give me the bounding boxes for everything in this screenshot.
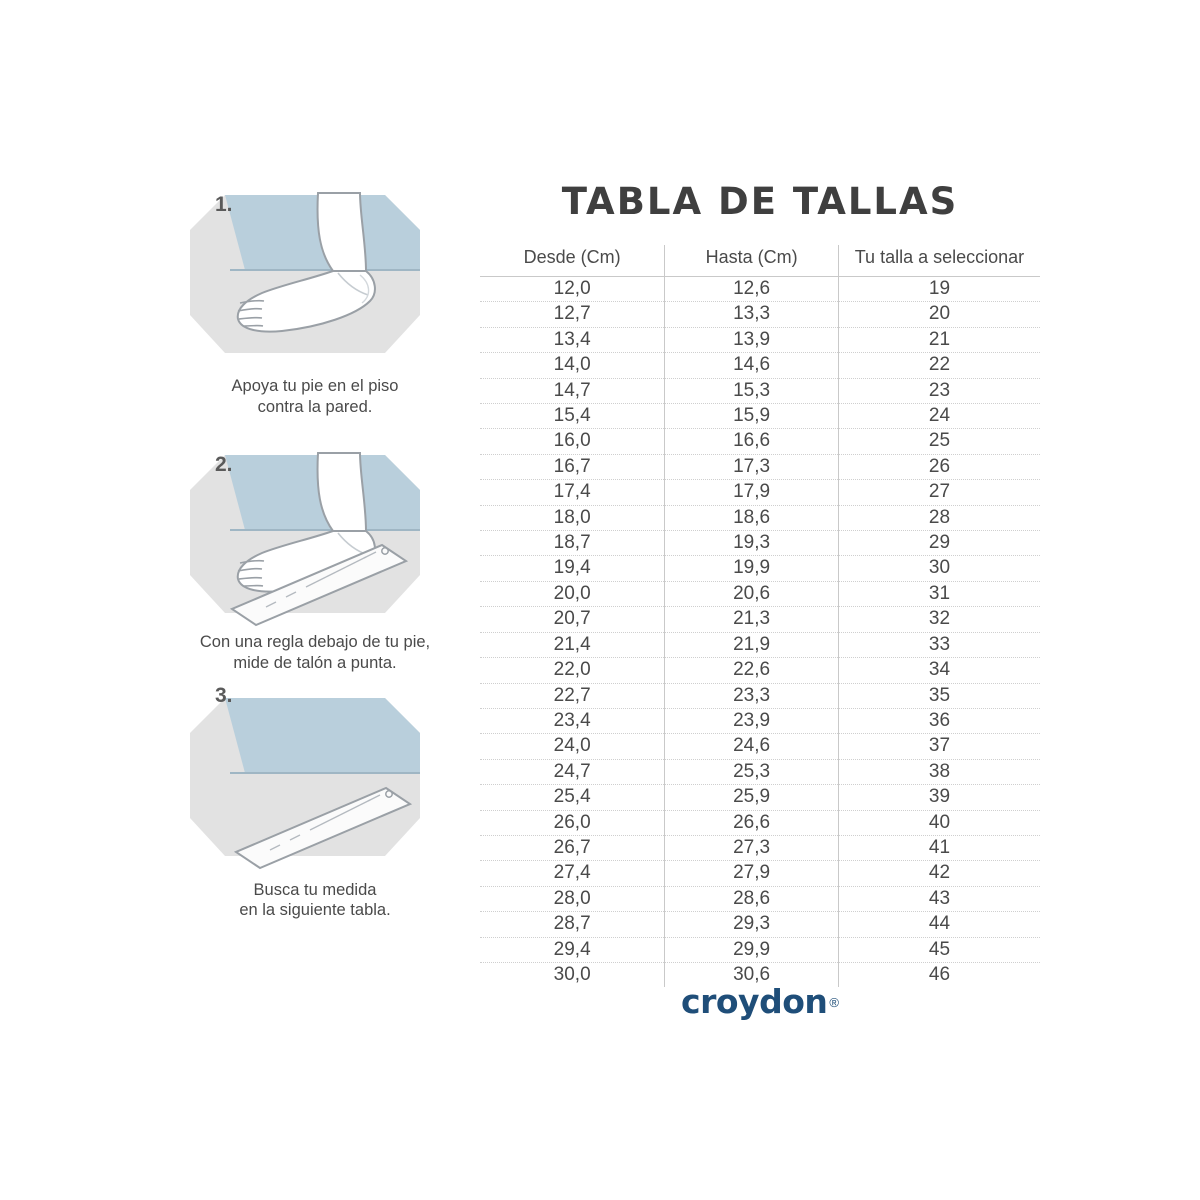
table-row — [480, 632, 1040, 657]
brand-name: croydon — [681, 982, 828, 1021]
cell-hasta: 13,9 — [665, 327, 839, 352]
cell-desde: 16,0 — [480, 429, 665, 454]
table-row — [480, 861, 1040, 886]
cell-talla: 32 — [838, 607, 1040, 632]
table-row — [480, 581, 1040, 606]
cell-hasta: 16,6 — [665, 429, 839, 454]
cell-desde: 28,0 — [480, 886, 665, 911]
cell-hasta: 27,9 — [665, 861, 839, 886]
table-row — [480, 912, 1040, 937]
size-table — [480, 245, 1040, 987]
step-3-caption-line2: en la siguiente tabla. — [239, 901, 391, 920]
table-row — [480, 378, 1040, 403]
page-title: TABLA DE TALLAS — [561, 180, 959, 223]
cell-talla: 43 — [838, 886, 1040, 911]
table-row — [480, 734, 1040, 759]
cell-desde: 14,0 — [480, 353, 665, 378]
cell-desde: 19,4 — [480, 556, 665, 581]
cell-talla: 24 — [838, 404, 1040, 429]
table-row — [480, 505, 1040, 530]
cell-hasta: 29,9 — [665, 937, 839, 962]
cell-desde: 30,0 — [480, 962, 665, 987]
cell-hasta: 29,3 — [665, 912, 839, 937]
cell-hasta: 28,6 — [665, 886, 839, 911]
cell-desde: 26,0 — [480, 810, 665, 835]
table-row — [480, 937, 1040, 962]
cell-talla: 22 — [838, 353, 1040, 378]
step-2-number: 2. — [215, 453, 233, 477]
table-row — [480, 480, 1040, 505]
cell-talla: 26 — [838, 454, 1040, 479]
step-1-caption — [170, 376, 460, 417]
cell-hasta: 15,9 — [665, 404, 839, 429]
instruction-step-2 — [170, 435, 460, 673]
cell-desde: 24,0 — [480, 734, 665, 759]
instructions-column — [170, 175, 460, 927]
step-2-caption-line2: mide de talón a punta. — [233, 653, 397, 672]
cell-hasta: 19,9 — [665, 556, 839, 581]
cell-talla: 37 — [838, 734, 1040, 759]
brand-logo — [480, 982, 1040, 1021]
cell-desde: 13,4 — [480, 327, 665, 352]
cell-talla: 25 — [838, 429, 1040, 454]
cell-desde: 22,0 — [480, 658, 665, 683]
table-row — [480, 302, 1040, 327]
cell-talla: 21 — [838, 327, 1040, 352]
cell-talla: 27 — [838, 480, 1040, 505]
cell-talla: 29 — [838, 531, 1040, 556]
table-row — [480, 708, 1040, 733]
cell-hasta: 26,6 — [665, 810, 839, 835]
cell-hasta: 13,3 — [665, 302, 839, 327]
instruction-step-1 — [170, 175, 460, 417]
table-row — [480, 327, 1040, 352]
table-row — [480, 759, 1040, 784]
cell-desde: 17,4 — [480, 480, 665, 505]
cell-desde: 21,4 — [480, 632, 665, 657]
cell-desde: 26,7 — [480, 835, 665, 860]
cell-desde: 18,0 — [480, 505, 665, 530]
table-row — [480, 683, 1040, 708]
table-row — [480, 277, 1040, 302]
cell-talla: 42 — [838, 861, 1040, 886]
instruction-step-3 — [170, 683, 460, 921]
size-table-body — [480, 277, 1040, 988]
step-1-caption-line1: Apoya tu pie en el piso — [231, 377, 399, 395]
step-3-caption-line1: Busca tu medida — [253, 880, 377, 899]
cell-talla: 45 — [838, 937, 1040, 962]
cell-hasta: 18,6 — [665, 505, 839, 530]
cell-talla: 38 — [838, 759, 1040, 784]
table-row — [480, 607, 1040, 632]
cell-talla: 44 — [838, 912, 1040, 937]
cell-hasta: 12,6 — [665, 277, 839, 302]
cell-desde: 22,7 — [480, 683, 665, 708]
cell-desde: 24,7 — [480, 759, 665, 784]
cell-hasta: 15,3 — [665, 378, 839, 403]
cell-hasta: 24,6 — [665, 734, 839, 759]
column-header-desde: Desde (Cm) — [480, 245, 665, 277]
cell-talla: 30 — [838, 556, 1040, 581]
cell-hasta: 27,3 — [665, 835, 839, 860]
cell-hasta: 23,3 — [665, 683, 839, 708]
step-2-caption-line1: Con una regla debajo de tu pie, — [199, 633, 431, 652]
cell-desde: 14,7 — [480, 378, 665, 403]
cell-talla: 28 — [838, 505, 1040, 530]
cell-desde: 28,7 — [480, 912, 665, 937]
cell-hasta: 22,6 — [665, 658, 839, 683]
cell-desde: 27,4 — [480, 861, 665, 886]
cell-desde: 20,0 — [480, 581, 665, 606]
cell-talla: 46 — [928, 963, 951, 985]
size-table-section — [480, 180, 1040, 987]
table-row — [480, 429, 1040, 454]
table-row — [480, 556, 1040, 581]
cell-hasta: 17,9 — [665, 480, 839, 505]
table-row — [480, 531, 1040, 556]
table-row — [480, 835, 1040, 860]
cell-talla: 36 — [838, 708, 1040, 733]
column-header-talla: Tu talla a seleccionar — [838, 245, 1040, 277]
table-row — [480, 353, 1040, 378]
step-3-number: 3. — [215, 683, 233, 707]
cell-hasta: 20,6 — [665, 581, 839, 606]
ruler-only-illustration — [170, 688, 460, 888]
cell-desde: 20,7 — [480, 607, 665, 632]
table-row — [480, 886, 1040, 911]
cell-hasta: 17,3 — [665, 454, 839, 479]
foot-against-wall-illustration — [170, 175, 460, 370]
cell-talla: 41 — [838, 835, 1040, 860]
cell-desde: 29,4 — [480, 937, 665, 962]
cell-talla: 23 — [838, 378, 1040, 403]
cell-hasta: 25,9 — [665, 785, 839, 810]
cell-hasta: 19,3 — [665, 531, 839, 556]
cell-desde: 12,0 — [480, 277, 665, 302]
column-header-hasta: Hasta (Cm) — [665, 245, 839, 277]
cell-talla: 33 — [838, 632, 1040, 657]
cell-desde: 15,4 — [480, 404, 665, 429]
foot-with-ruler-illustration — [170, 435, 460, 630]
cell-desde: 16,7 — [480, 454, 665, 479]
cell-talla: 19 — [838, 277, 1040, 302]
cell-hasta: 30,6 — [665, 962, 839, 987]
registered-mark: ® — [829, 994, 839, 1010]
cell-desde: 18,7 — [480, 531, 665, 556]
table-row — [480, 454, 1040, 479]
cell-talla: 31 — [838, 581, 1040, 606]
cell-desde: 23,4 — [480, 708, 665, 733]
cell-desde: 12,7 — [480, 302, 665, 327]
table-row — [480, 810, 1040, 835]
cell-talla: 34 — [838, 658, 1040, 683]
step-1-caption-line2: contra la pared. — [257, 397, 373, 416]
cell-hasta: 23,9 — [665, 708, 839, 733]
table-header-row — [480, 245, 1040, 277]
cell-hasta: 25,3 — [665, 759, 839, 784]
cell-talla: 35 — [838, 683, 1040, 708]
cell-talla: 39 — [838, 785, 1040, 810]
cell-hasta: 14,6 — [665, 353, 839, 378]
cell-hasta: 21,3 — [665, 607, 839, 632]
step-1-number: 1. — [215, 193, 233, 216]
cell-hasta: 21,9 — [665, 632, 839, 657]
cell-talla: 20 — [838, 302, 1040, 327]
table-row — [480, 658, 1040, 683]
table-row — [480, 785, 1040, 810]
cell-talla: 40 — [838, 810, 1040, 835]
cell-desde: 25,4 — [480, 785, 665, 810]
table-row — [480, 404, 1040, 429]
